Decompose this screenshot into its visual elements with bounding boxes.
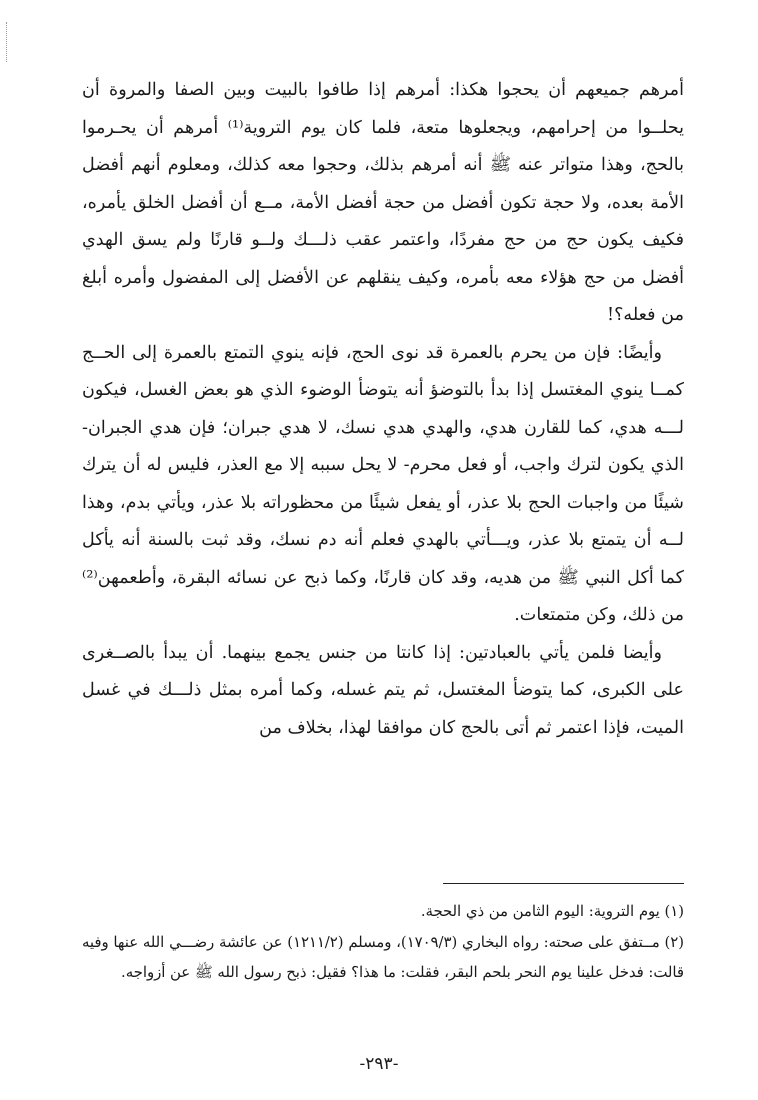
paragraph-3: وأيضا فلمن يأتي بالعبادتين: إذا كانتا من جنس يجمع بينهما. أن يبدأ بالصــغرى على الكبرى، كما يتوضأ المغتسل، ثم يتم غسله، وكما أمره بمثل ذلـــك في غسل الميت، فإذا اعتمر ثم أتى بالحج كان موافقا لهذا، بخلاف من xyxy=(82,642,684,738)
paragraph-2: وأيضًا: فإن من يحرم بالعمرة قد نوى الحج، فإنه ينوي التمتع بالعمرة إلى الحــج كمــا ينوي المغتسل إذا بدأ بالتوضؤ أنه يتوضأ الوضوء الذي هو بعض الغسل، فيكون لـــه هدي، كما للقارن هدي، والهدي هدي نسك، لا هدي جبران؛ فإن هدي الجبران- الذي يكون لترك واجب، أو فعل محرم- لا يحل سببه إلا مع العذر، فليس له أن يترك شيئًا من واجبات الحج بلا عذر، أو يفعل شيئًا من محظوراته بلا عذر، ويأتي بدم، وهذا لــه أن يتمتع بلا عذر، ويـــأتي بالهدي فعلم أنه دم نسك، وقد ثبت بالسنة أنه يأكل كما أكل النبي ﷺ من هديه، وقد كان قارنًا، وكما ذبح عن نسائه البقرة، وأطعمهن⁽²⁾ من ذلك، وكن متمتعات. xyxy=(82,342,684,625)
main-text xyxy=(82,72,684,747)
footnotes xyxy=(82,897,684,989)
footnote-1: (١) يوم التروية: اليوم الثامن من ذي الحجة. xyxy=(420,903,684,920)
paragraph-1: أمرهم جميعهم أن يحجوا هكذا: أمرهم إذا طافوا بالبيت وبين الصفا والمروة أن يحلــوا من إحرامهم، ويجعلوها متعة، فلما كان يوم التروية⁽¹⁾ أمرهم أن يحـرموا بالحج، وهذا متواتر عنه ﷺ أنه أمرهم بذلك، وحجوا معه كذلك، ومعلوم أنهم أفضل الأمة بعده، ولا حجة تكون أفضل من حجة أفضل الأمة، مــع أن أفضل الخلق يأمره، فكيف يكون حج من حج مفردًا، واعتمر عقب ذلـــك ولــو قارنًا ولم يسق الهدي أفضل من حج هؤلاء معه بأمره، وكيف ينقلهم عن الأفضل إلى المفضول وأمره أبلغ من فعله؟! xyxy=(82,80,684,325)
scan-edge-marks xyxy=(6,22,9,62)
page-number: -٢٩٣- xyxy=(359,1054,399,1074)
footnote-2: (٢) مــتفق على صحته: رواه البخاري (١٧٠٩/٣)، ومسلم (١٢١١/٢) عن عائشة رضـــي الله عنها وفيه قالت: فدخل علينا يوم النحر بلحم البقر، فقلت: ما هذا؟ فقيل: ذبح رسول الله ﷺ عن أزواجه. xyxy=(82,933,685,981)
footnote-separator xyxy=(443,883,684,884)
